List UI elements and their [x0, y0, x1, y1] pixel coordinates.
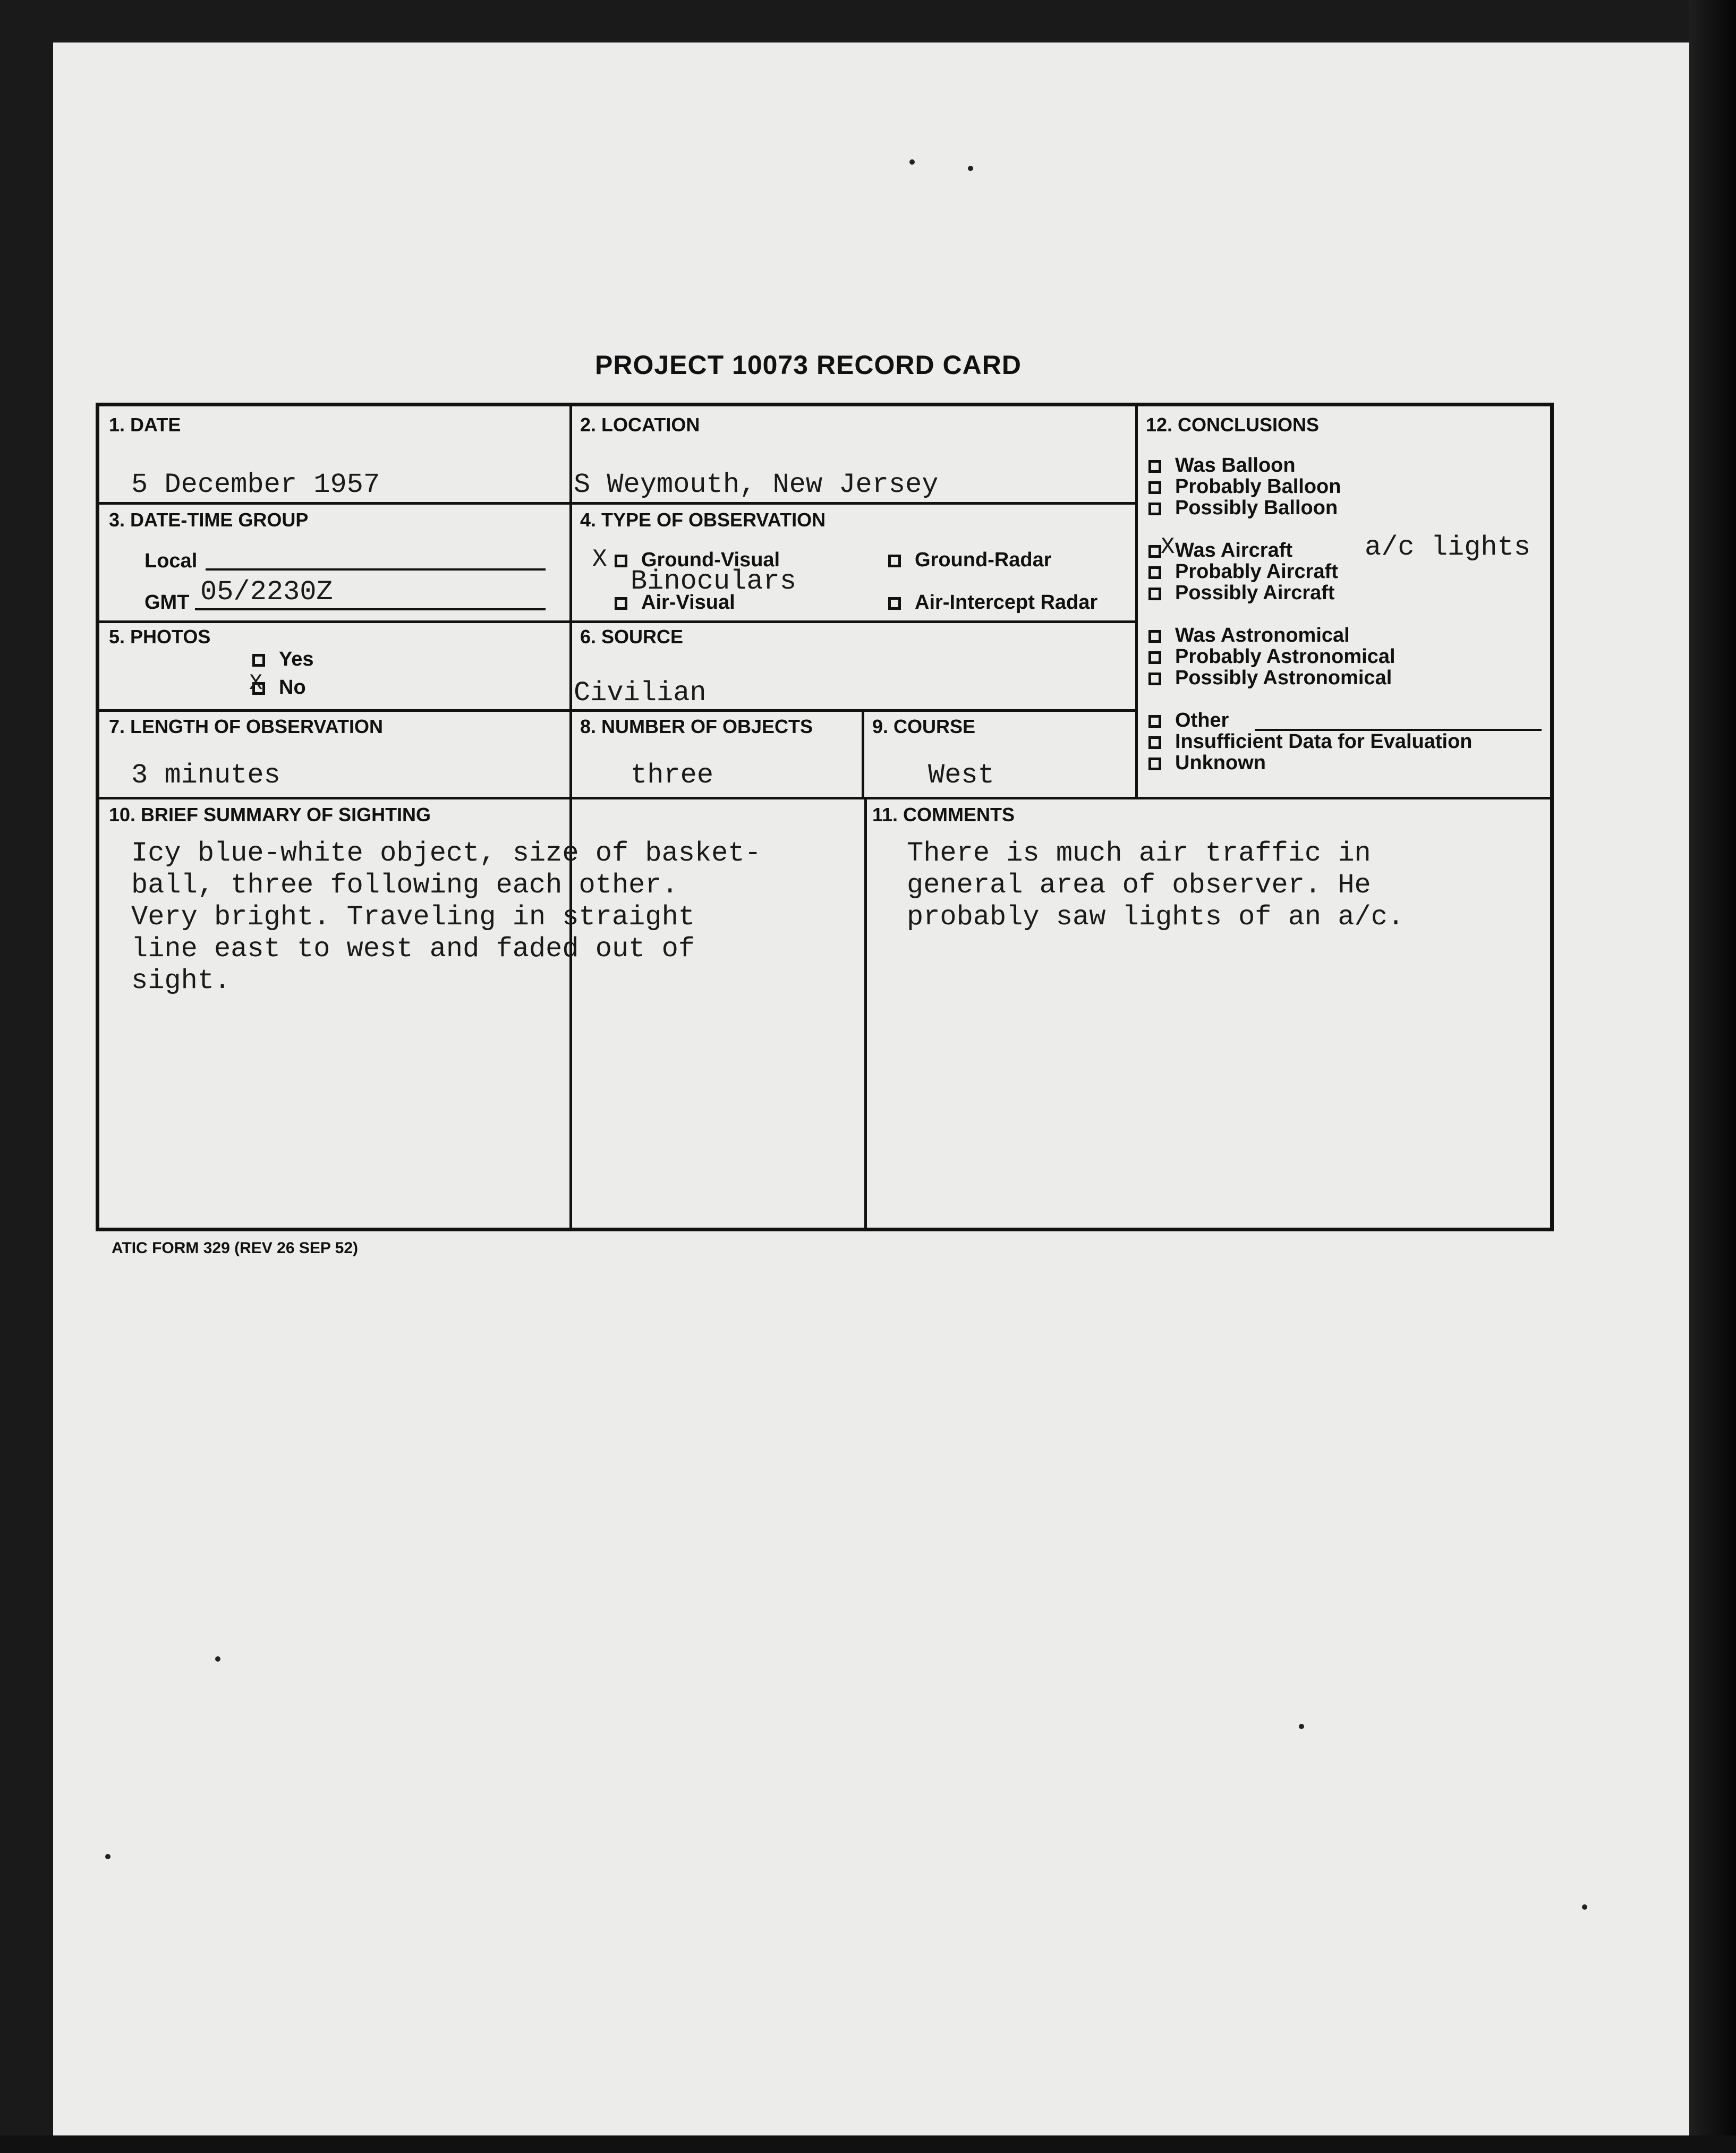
source-value: Civilian [574, 677, 707, 709]
dtg-local-label: Local [144, 550, 198, 572]
checkbox-air-visual[interactable] [615, 597, 627, 610]
divider-v2 [1135, 406, 1138, 797]
conclusions-label: 12. CONCLUSIONS [1146, 414, 1320, 436]
option-probably-aircraft[interactable]: Probably Aircraft [1148, 560, 1338, 583]
option-insufficient-data[interactable]: Insufficient Data for Evaluation [1148, 730, 1473, 753]
record-card [96, 403, 1554, 1231]
scan-edge-bottom [0, 2135, 1736, 2153]
source-label: 6. SOURCE [580, 626, 684, 648]
option-photos-yes[interactable]: Yes [252, 648, 314, 671]
scan-speck [909, 159, 915, 165]
option-possibly-aircraft[interactable]: Possibly Aircraft [1148, 582, 1335, 605]
checkbox-was-balloon[interactable] [1148, 460, 1161, 473]
ground-visual-mark: X [592, 546, 607, 573]
divider-v4 [864, 797, 867, 1228]
observation-type-label: 4. TYPE OF OBSERVATION [580, 509, 826, 531]
form-number: ATIC FORM 329 (REV 26 SEP 52) [112, 1239, 359, 1257]
scan-edge-right [1689, 0, 1736, 2153]
divider-h4 [99, 797, 1550, 799]
checkbox-unknown[interactable] [1148, 758, 1161, 770]
objects-label: 8. NUMBER OF OBJECTS [580, 716, 813, 737]
option-was-astronomical[interactable]: Was Astronomical [1148, 624, 1350, 647]
checkbox-possibly-aircraft[interactable] [1148, 588, 1161, 600]
comments-label: 11. COMMENTS [872, 804, 1015, 826]
checkbox-possibly-balloon[interactable] [1148, 503, 1161, 515]
was-aircraft-note: a/c lights [1365, 532, 1531, 563]
checkbox-probably-aircraft[interactable] [1148, 566, 1161, 579]
option-air-intercept-radar[interactable]: Air-Intercept Radar [888, 591, 1097, 614]
location-value: S Weymouth, New Jersey [574, 469, 939, 500]
option-ground-visual[interactable]: Ground-Visual [615, 549, 780, 572]
comments-text: There is much air traffic in general area of observer. He probably saw lights of an a/c. [907, 838, 1405, 933]
scan-speck [105, 1854, 110, 1859]
date-label: 1. DATE [109, 414, 181, 436]
option-probably-astronomical[interactable]: Probably Astronomical [1148, 645, 1395, 668]
summary-text: Icy blue-white object, size of basket- ball, three following each other. Very bright. Traveling in straight line east to west and faded out of sight. [131, 838, 761, 997]
option-ground-radar[interactable]: Ground-Radar [888, 549, 1052, 572]
dtg-local-line [206, 568, 546, 571]
option-was-balloon[interactable]: Was Balloon [1148, 454, 1296, 477]
observation-note: Binoculars [631, 566, 797, 597]
divider-h1 [99, 502, 1137, 505]
option-photos-no[interactable]: No [252, 676, 306, 699]
checkbox-probably-astronomical[interactable] [1148, 651, 1161, 664]
divider-h2 [99, 620, 1137, 623]
checkbox-air-intercept-radar[interactable] [888, 597, 901, 610]
photos-label: 5. PHOTOS [109, 626, 211, 648]
photos-no-mark: X [249, 670, 263, 696]
option-other[interactable]: Other [1148, 709, 1229, 732]
checkbox-was-aircraft[interactable] [1148, 545, 1161, 558]
checkbox-other[interactable] [1148, 715, 1161, 728]
length-label: 7. LENGTH OF OBSERVATION [109, 716, 384, 737]
checkbox-was-astronomical[interactable] [1148, 630, 1161, 643]
option-possibly-astronomical[interactable]: Possibly Astronomical [1148, 667, 1392, 690]
divider-v1 [569, 406, 572, 1228]
checkbox-ground-visual[interactable] [615, 555, 627, 567]
course-label: 9. COURSE [872, 716, 976, 737]
option-probably-balloon[interactable]: Probably Balloon [1148, 475, 1341, 498]
option-unknown[interactable]: Unknown [1148, 752, 1266, 775]
objects-value: three [631, 760, 714, 791]
option-possibly-balloon[interactable]: Possibly Balloon [1148, 497, 1338, 520]
location-label: 2. LOCATION [580, 414, 700, 436]
divider-h3 [99, 709, 1137, 712]
divider-v3 [862, 709, 864, 798]
checkbox-possibly-astronomical[interactable] [1148, 673, 1161, 685]
length-value: 3 minutes [131, 760, 280, 791]
was-aircraft-mark: X [1161, 534, 1175, 560]
form-title: PROJECT 10073 RECORD CARD [595, 350, 1022, 380]
summary-label: 10. BRIEF SUMMARY OF SIGHTING [109, 804, 431, 826]
checkbox-photos-yes[interactable] [252, 654, 265, 667]
checkbox-insufficient-data[interactable] [1148, 736, 1161, 749]
checkbox-ground-radar[interactable] [888, 555, 901, 567]
checkbox-probably-balloon[interactable] [1148, 481, 1161, 494]
option-air-visual[interactable]: Air-Visual [615, 591, 735, 614]
option-was-aircraft[interactable]: Was Aircraft [1148, 539, 1292, 562]
dtg-gmt-label: GMT [144, 591, 190, 614]
scan-speck [215, 1656, 220, 1662]
scan-speck [968, 166, 973, 171]
course-value: West [928, 760, 994, 791]
scan-speck [1299, 1724, 1304, 1729]
dtg-label: 3. DATE-TIME GROUP [109, 509, 309, 531]
dtg-gmt-value: 05/2230Z [200, 576, 333, 608]
scan-speck [1582, 1904, 1587, 1910]
dtg-gmt-line [195, 608, 546, 610]
date-value: 5 December 1957 [131, 469, 380, 500]
